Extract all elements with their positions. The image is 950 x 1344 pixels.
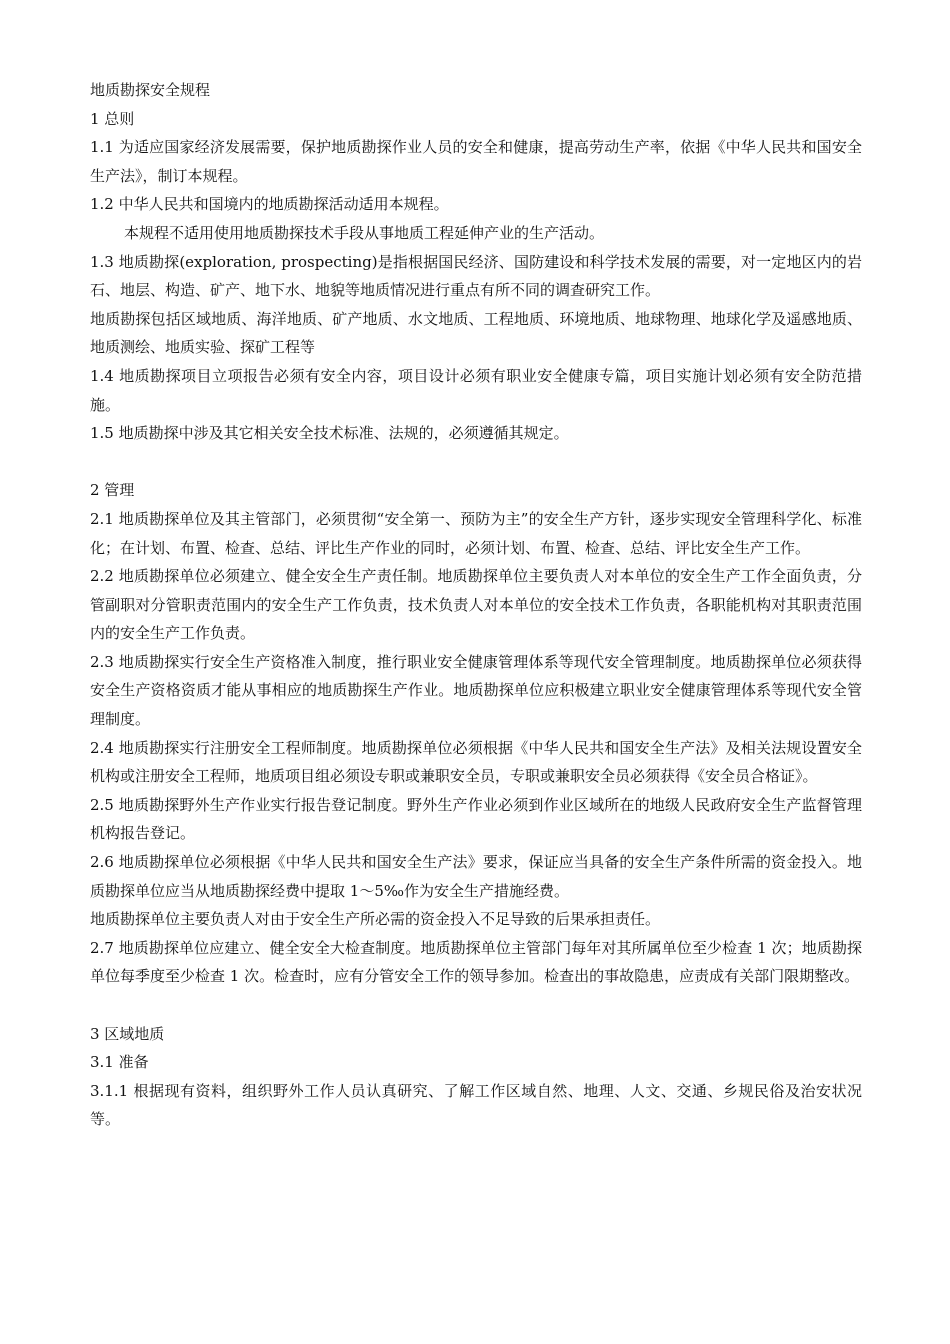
paragraph-2-7: 2.7 地质勘探单位应建立、健全安全大检查制度。地质勘探单位主管部门每年对其所属单位至少检查 1 次；地质勘探单位每季度至少检查 1 次。检查时，应有分管安全工作的领导参加。检查出的事故隐患，应责成有关部门限期整改。	[90, 938, 862, 986]
paragraph-2-6-responsibility: 地质勘探单位主要负责人对由于安全生产所必需的资金投入不足导致的后果承担责任。	[90, 910, 661, 929]
paragraph-2-3: 2.3 地质勘探实行安全生产资格准入制度，推行职业安全健康管理体系等现代安全管理制度。地质勘探单位必须获得安全生产资格资质才能从事相应的地质勘探生产作业。地质勘探单位应积极建立职业安全健康管理体系等现代安全管理制度。	[90, 652, 862, 729]
paragraph-1-2: 1.2 中华人民共和国境内的地质勘探活动适用本规程。	[90, 195, 449, 214]
paragraph-2-6: 2.6 地质勘探单位必须根据《中华人民共和国安全生产法》要求，保证应当具备的安全生产条件所需的资金投入。地质勘探单位应当从地质勘探经费中提取 1～5‰作为安全生产措施经费。	[90, 853, 862, 900]
paragraph-2-1: 2.1 地质勘探单位及其主管部门，必须贯彻“安全第一、预防为主”的安全生产方针，逐步实现安全管理科学化、标准化；在计划、布置、检查、总结、评比生产作业的同时，必须计划、布置、检查、总结、评比安全生产工作。	[90, 509, 862, 557]
paragraph-2-5: 2.5 地质勘探野外生产作业实行报告登记制度。野外生产作业必须到作业区域所在的地级人民政府安全生产监督管理机构报告登记。	[90, 795, 862, 843]
section-spacer	[90, 991, 862, 1020]
paragraph-1-3-scope: 地质勘探包括区域地质、海洋地质、矿产地质、水文地质、工程地质、环境地质、地球物理、地球化学及遥感地质、地质测绘、地质实验、探矿工程等	[90, 309, 862, 357]
section-heading-2: 2 管理	[90, 481, 135, 500]
paragraph-2-4: 2.4 地质勘探实行注册安全工程师制度。地质勘探单位必须根据《中华人民共和国安全生产法》及相关法规设置安全机构或注册安全工程师，地质项目组必须设专职或兼职安全员，专职或兼职安全员必须获得《安全员合格证》。	[90, 738, 862, 786]
paragraph-1-2-note: 本规程不适用使用地质勘探技术手段从事地质工程延伸产业的生产活动。	[124, 223, 605, 242]
paragraph-1-3: 1.3 地质勘探(exploration, prospecting)是指根据国民经济、国防建设和科学技术发展的需要，对一定地区内的岩石、地层、构造、矿产、地下水、地貌等地质情况进行重点有所不同的调查研究工作。	[90, 252, 862, 300]
paragraph-1-5: 1.5 地质勘探中涉及其它相关安全技术标准、法规的，必须遵循其规定。	[90, 424, 569, 443]
section-heading-1: 1 总则	[90, 109, 135, 128]
paragraph-3-1-1: 3.1.1 根据现有资料，组织野外工作人员认真研究、了解工作区域自然、地理、人文、交通、乡规民俗及治安状况等。	[90, 1081, 862, 1129]
paragraph-2-2: 2.2 地质勘探单位必须建立、健全安全生产责任制。地质勘探单位主要负责人对本单位的安全生产工作全面负责，分管副职对分管职责范围内的安全生产工作负责，技术负责人对本单位的安全技术工作负责，各职能机构对其职责范围内的安全生产工作负责。	[90, 567, 862, 643]
section-heading-3: 3 区域地质	[90, 1024, 165, 1043]
section-spacer	[90, 448, 862, 477]
subsection-heading-3-1: 3.1 准备	[90, 1053, 149, 1072]
document-title: 地质勘探安全规程	[90, 81, 211, 99]
paragraph-1-4: 1.4 地质勘探项目立项报告必须有安全内容，项目设计必须有职业安全健康专篇，项目实施计划必须有安全防范措施。	[90, 366, 862, 414]
paragraph-1-1: 1.1 为适应国家经济发展需要，保护地质勘探作业人员的安全和健康，提高劳动生产率，依据《中华人民共和国安全生产法》，制订本规程。	[90, 138, 862, 185]
document-body	[90, 76, 862, 1134]
